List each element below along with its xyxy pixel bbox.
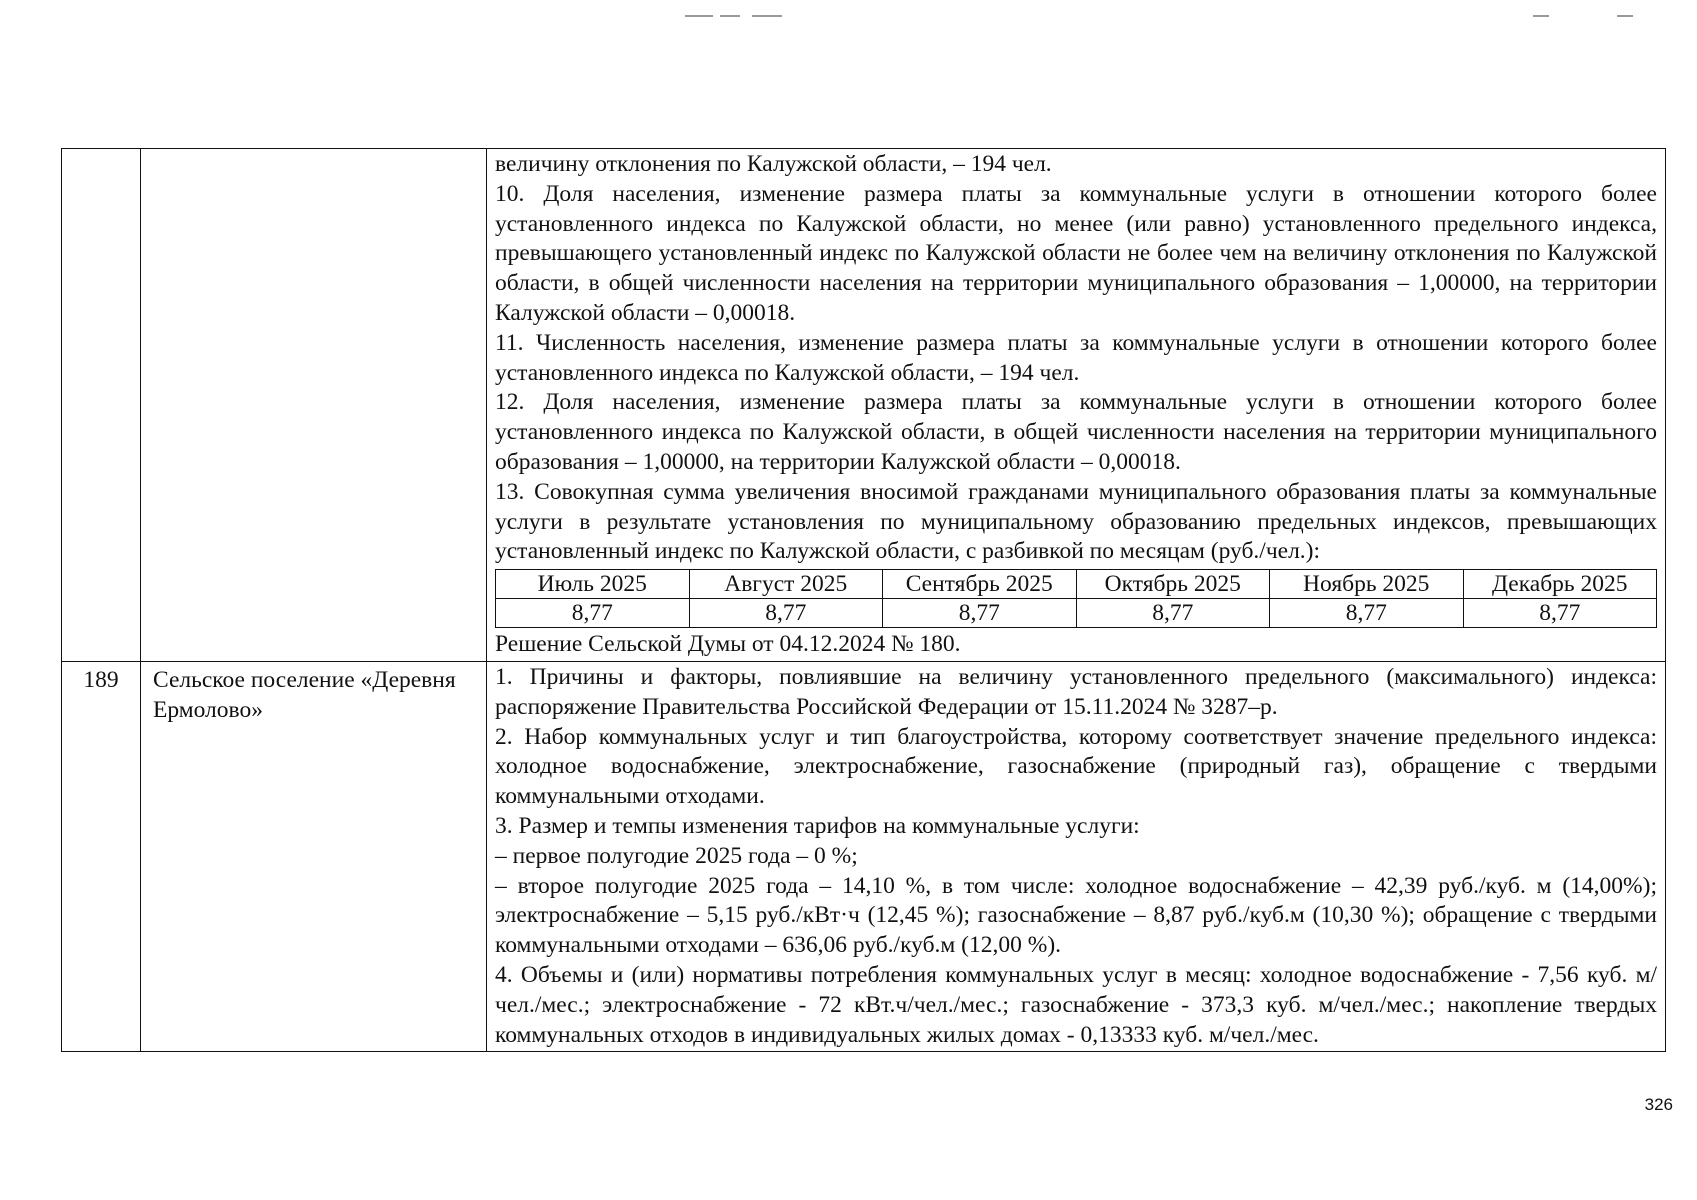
month-header: Июль 2025 [496,570,690,599]
paragraph: 2. Набор коммунальных услуг и тип благоустройства, которому соответствует значение предельного индекса: холодное водоснабжение, электроснабжение, газоснабжение (природный газ), обращение с твердыми коммунальными отходами. [495,723,1657,810]
municipality-name-cell: Сельское поселение «Деревня Ермолово» [141,661,487,1051]
month-header: Август 2025 [689,570,883,599]
details-cell [487,149,1666,662]
scan-artifact [720,15,740,17]
paragraph: 1. Причины и факторы, повлиявшие на величину установленного предельного (максимального) индекса: распоряжение Правительства Российской Федерации от 15.11.2024 № 3287–р. [495,663,1657,720]
month-value-row [496,599,1657,628]
monthly-sum-table [495,569,1657,628]
scan-artifact [1617,15,1633,17]
month-value: 8,77 [883,599,1077,628]
paragraph: 11. Численность населения, изменение размера платы за коммунальные услуги в отношении которого более установленного индекса по Калужской области, – 194 чел. [495,329,1657,386]
paragraph: величину отклонения по Калужской области, – 194 чел. [495,151,1052,177]
municipality-name-cell [141,149,487,662]
paragraph: 10. Доля населения, изменение размера платы за коммунальные услуги в отношении которого более установленного индекса по Калужской области, но менее (или равно) установленного предельного индекса, превышающего установленный индекс по Калужской области не более чем на величину отклонения по Калужской области, в общей численности населения на территории муниципального образования – 1,00000, на территории Калужской области – 0,00018. [495,180,1657,326]
row-number-cell [62,149,141,662]
paragraph: 4. Объемы и (или) нормативы потребления коммунальных услуг в месяц: холодное водоснабжение - 7,56 куб. м/чел./мес.; электроснабжение - 72 кВт.ч/чел./мес.; газоснабжение - 373,3 куб. м/чел./мес.; накопление твердых коммунальных отходов в индивидуальных жилых домах - 0,13333 куб. м/чел./мес. [495,961,1657,1048]
paragraph: – первое полугодие 2025 года – 0 %; [495,842,858,869]
tariff-table [61,148,1666,1052]
month-header: Декабрь 2025 [1463,570,1657,599]
paragraph: 13. Совокупная сумма увеличения вносимой гражданами муниципального образования платы за коммунальные услуги в результате установления по муниципальному образованию предельных индексов, превышающих установленный индекс по Калужской области, с разбивкой по месяцам (руб./чел.): [495,478,1657,565]
month-header: Ноябрь 2025 [1270,570,1464,599]
row-number-cell: 189 [62,661,141,1051]
paragraph: 12. Доля населения, изменение размера платы за коммунальные услуги в отношении которого более установленного индекса по Калужской области, в общей численности населения на территории муниципального образования – 1,00000, на территории Калужской области – 0,00018. [495,389,1657,475]
month-header-row [496,570,1657,599]
decision-reference: Решение Сельской Думы от 04.12.2024 № 180. [495,631,961,658]
scan-artifact [752,15,782,17]
details-cell [487,661,1666,1051]
month-header: Октябрь 2025 [1076,570,1270,599]
paragraph: – второе полугодие 2025 года – 14,10 %, в том числе: холодное водоснабжение – 42,39 руб./куб. м (14,00%); электроснабжение – 5,15 руб./кВт·ч (12,45 %); газоснабжение – 8,87 руб./куб.м (10,30 %); обращение с твердыми коммунальными отходами – 636,06 руб./куб.м (12,00 %). [495,872,1657,959]
scan-artifact [685,15,713,17]
month-value: 8,77 [1076,599,1270,628]
month-value: 8,77 [1463,599,1657,628]
month-value: 8,77 [689,599,883,628]
page-number: 326 [1644,1095,1673,1114]
table-row [62,149,1666,662]
month-value: 8,77 [496,599,690,628]
scan-artifact [1533,15,1549,17]
paragraph: 3. Размер и темпы изменения тарифов на коммунальные услуги: [495,812,1140,839]
table-row [62,661,1666,1051]
month-value: 8,77 [1270,599,1464,628]
month-header: Сентябрь 2025 [883,570,1077,599]
